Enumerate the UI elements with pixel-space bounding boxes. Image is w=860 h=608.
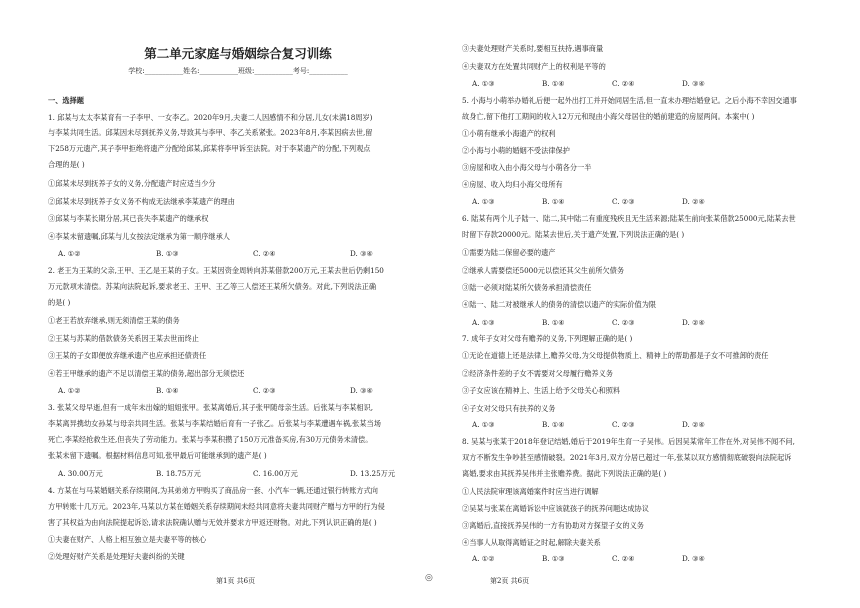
option-b[interactable]: B. ①④ (542, 318, 565, 327)
text-line: ②邱某未尽到抚养子女义务不构成无法继承李某遗产的理由 (48, 197, 235, 206)
text-line: ③邱某与李某长期分居,其已丧失李某遗产的继承权 (48, 214, 209, 223)
option-b[interactable]: B. ①④ (542, 79, 565, 88)
option-d[interactable]: D. ②④ (682, 420, 705, 429)
text-line: ①小萌有继承小海遗产的权利 (462, 129, 556, 138)
text-line: ①无论在道德上还是法律上,赡养父母,为父母提供物质上、精神上的帮助都是子女不可推卸的责任 (462, 351, 769, 360)
text-line: ①夫妻在财产、人格上相互独立是夫妻平等的核心 (48, 535, 207, 544)
option-a[interactable]: A. ①② (472, 554, 495, 563)
option-b[interactable]: B. ①④ (542, 197, 565, 206)
text-line: 万元款项未清偿。苏某向法院起诉,要求老王、王甲、王乙等三人偿还王某所欠债务。对此,下列说法正确 (48, 282, 377, 291)
text-line: 4. 方某在与马某婚姻关系存续期间,为其弟弟方甲购买了商品房一套、小汽车一辆,还通过银行转账方式向 (48, 486, 378, 495)
option-c[interactable]: C. ②③ (253, 386, 276, 395)
option-d[interactable]: D. ②④ (682, 197, 705, 206)
option-c[interactable]: C. ②④ (612, 79, 635, 88)
option-a[interactable]: A. ①③ (472, 79, 495, 88)
option-a[interactable]: A. ①③ (472, 197, 495, 206)
text-line: ③夫妻处理财产关系时,要相互扶持,遇事商量 (462, 44, 604, 53)
text-line: ②小海与小萌的婚姻不受法律保护 (462, 146, 570, 155)
page-number-left: 第1页 共6页 (216, 577, 256, 585)
option-a[interactable]: A. ①③ (472, 420, 495, 429)
option-d[interactable]: D. 13.25万元 (350, 469, 396, 478)
circle-seal-icon: ◎ (425, 573, 433, 583)
text-line: 李某离异携幼女孙某与母亲共同生活。张某与李某结婚后育有一子张乙。后张某与李某遭遇车祸,张某当场 (48, 419, 381, 428)
text-line: ②吴某与张某在离婚诉讼中应该就孩子的抚养问题达成协议 (462, 504, 649, 513)
text-line: ①需要为陆二保留必要的遗产 (462, 248, 556, 257)
text-line: 的是( ) (48, 298, 71, 307)
text-line: 7. 成年子女对父母有赡养的义务,下列理解正确的是( ) (462, 334, 633, 343)
option-a[interactable]: A. ①② (58, 249, 81, 258)
text-line: 6. 陆某有两个儿子陆一、陆二,其中陆二有重度残疾且无生活来源;陆某生前向张某借款25000元,陆某去世 (462, 214, 796, 223)
text-line: ②经济条件差的子女不需要对父母履行赡养义务 (462, 369, 613, 378)
option-c[interactable]: C. ②④ (612, 554, 635, 563)
option-b[interactable]: B. ①③ (156, 249, 179, 258)
text-line: 故身亡,留下他打工期间的收入12万元和现由小海父母居住的婚前建造的房屋两间。本案中( ) (462, 112, 755, 121)
text-line: 下258万元遗产,其子李甲拒绝将遗产分配给邱某,邱某将李甲诉至法院。对于李某遗产的分配,下列观点 (48, 144, 371, 153)
text-line: 时留下存款20000元。陆某去世后,关于遗产处置,下列说法正确的是( ) (462, 230, 685, 239)
text-line: ③子女应该在精神上、生活上给予父母关心和照料 (462, 386, 621, 395)
text-line: ③离婚后,直接抚养吴伟的一方有协助对方探望子女的义务 (462, 521, 644, 530)
option-c[interactable]: C. ②③ (612, 420, 635, 429)
text-line: 与李某共同生活。邱某因未尽到抚养义务,导致其与李甲、李乙关系紧张。2023年8月,李某因病去世,留 (48, 128, 373, 137)
option-a[interactable]: A. 30.00万元 (58, 469, 103, 478)
text-line: 方甲转账十几万元。2023年,马某以方某在婚姻关系存续期间未经共同意将夫妻共同财产赠与方甲的行为侵 (48, 502, 385, 511)
document-title: 第二单元家庭与婚姻综合复习训练 (144, 46, 332, 61)
text-line: ④若王甲继承的遗产不足以清偿王某的债务,超出部分无须偿还 (48, 369, 245, 378)
option-c[interactable]: C. ②③ (612, 318, 635, 327)
text-line: ④房屋、收入均归小海父母所有 (462, 180, 563, 189)
option-b[interactable]: B. ①④ (542, 420, 565, 429)
text-line: ③房屋和收入由小海父母与小萌各分一半 (462, 163, 592, 172)
text-line: 2. 老王为王某的父亲,王甲、王乙是王某的子女。王某因资金周转向苏某借款200万元,王某去世后仍剩150 (48, 266, 384, 275)
section-heading: 一、选择题 (48, 96, 84, 105)
option-c[interactable]: C. ②④ (253, 249, 276, 258)
text-line: ④夫妻双方在处置共同财产上的权利是平等的 (462, 62, 606, 71)
text-line: ①老王若放弃继承,则无须清偿王某的债务 (48, 316, 180, 325)
text-line: 离婚,要求由其抚养吴伟并主张赡养费。据此下列说法正确的是( ) (462, 469, 667, 478)
text-line: 5. 小海与小萌举办婚礼后便一起外出打工并开始同居生活,但一直未办理结婚登记。之后小海不幸因交通事 (462, 96, 797, 105)
exam-info: 学校:___________姓名:___________班级:___________考号:___________ (128, 67, 348, 75)
option-a[interactable]: A. ①② (58, 386, 81, 395)
text-line: 害了其权益为由向法院提起诉讼,请求法院确认赠与无效并要求方甲返还财物。对此,下列认识正确的是( ) (48, 518, 377, 527)
option-b[interactable]: B. ①③ (542, 554, 565, 563)
option-b[interactable]: B. ①④ (156, 386, 179, 395)
option-c[interactable]: C. 16.00万元 (253, 469, 298, 478)
text-line: 张某未留下遗嘱。根据材料信息可知,张甲最后可能继承到的遗产是( ) (48, 451, 267, 460)
option-b[interactable]: B. 18.75万元 (156, 469, 201, 478)
text-line: ②处理好财产关系是处理好夫妻纠纷的关键 (48, 552, 185, 561)
text-line: 合理的是( ) (48, 160, 85, 169)
text-line: ③陆一必须对陆某所欠债务承担清偿责任 (462, 283, 592, 292)
text-line: ②继承人需要偿还5000元以偿还其父生前所欠债务 (462, 266, 625, 275)
option-d[interactable]: D. ③④ (682, 554, 705, 563)
text-line: ④当事人从取得离婚证之时起,解除夫妻关系 (462, 538, 601, 547)
option-d[interactable]: D. ②④ (682, 318, 705, 327)
option-d[interactable]: D. ③④ (682, 79, 705, 88)
page-number-right: 第2页 共6页 (490, 577, 530, 585)
option-d[interactable]: D. ③④ (350, 386, 373, 395)
text-line: 3. 张某父母早逝,但有一成年未出嫁的姐姐张甲。张某离婚后,其子张甲随母亲生活。后张某与李某相识, (48, 403, 374, 412)
text-line: ①人民法院审理该离婚案件时应当进行调解 (462, 487, 599, 496)
text-line: 双方不断发生争吵甚至感情破裂。2021年3月,双方分居已超过一年,张某以双方感情彻底破裂向法院起诉 (462, 453, 792, 462)
text-line: ④李某未留遗嘱,邱某与儿女按法定继承为第一顺序继承人 (48, 232, 230, 241)
text-line: ③王某的子女即便放弃继承遗产也应承担还债责任 (48, 351, 207, 360)
text-line: 8. 吴某与张某于2018年登记结婚,婚后于2019年生育一子吴伟。后因吴某常年工作在外,对吴伟不闻不问, (462, 437, 795, 446)
text-line: ②王某与苏某的借款债务关系因王某去世而终止 (48, 334, 199, 343)
text-line: ④陆一、陆二对被继承人的债务的清偿以遗产的实际价值为限 (462, 300, 657, 309)
text-line: 1. 邱某与太太李某育有一子李甲、一女李乙。2020年9月,夫妻二人因感情不和分居,儿女(未满18周岁) (48, 113, 373, 122)
text-line: ④子女对父母只有扶养的义务 (462, 404, 556, 413)
option-a[interactable]: A. ①③ (472, 318, 495, 327)
option-c[interactable]: C. ②③ (612, 197, 635, 206)
text-line: 死亡,李某经抢救生还,但丧失了劳动能力。张某与李某积攒了150万元准备买房,有30万元债务未清偿。 (48, 435, 373, 444)
text-line: ①邱某未尽到抚养子女的义务,分配遗产时应适当少分 (48, 179, 216, 188)
option-d[interactable]: D. ③④ (350, 249, 373, 258)
